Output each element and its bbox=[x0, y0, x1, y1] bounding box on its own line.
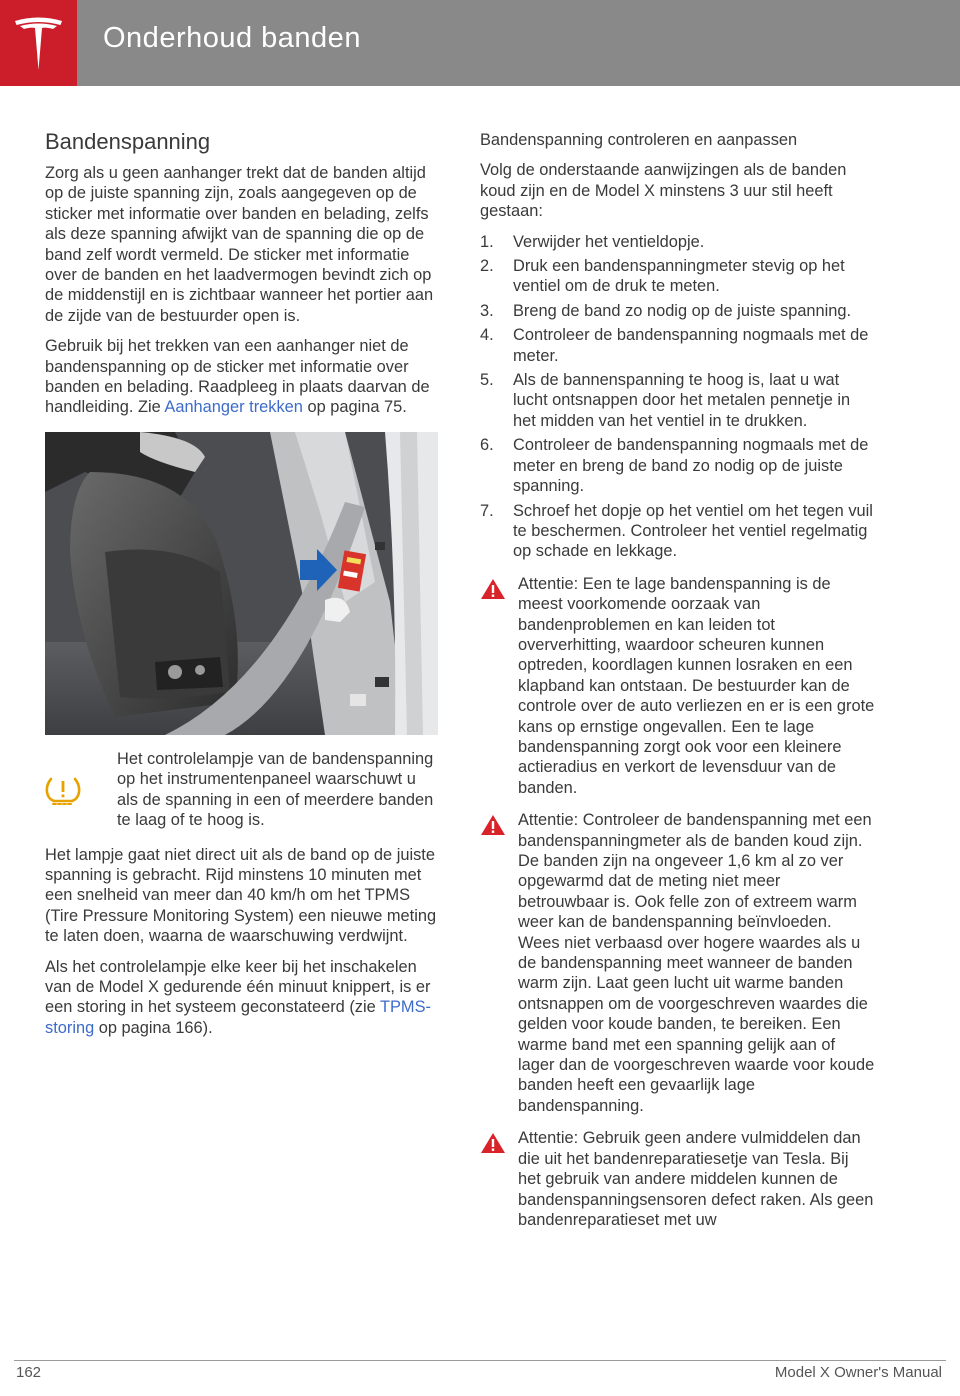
caution-cold-tires: Attentie: Controleer de bandenspanning met een bandenspanningmeter als de banden koud zijn. De banden zijn na ongeveer 1,6 km al zo ver opgewarmd dat de meting niet meer betrouwbaar is. Ook felle zon of extreem warm weer kan de bandenspanning beïnvloeden. Wees niet verbaasd over hogere waardes als u de bandenspanning meet wanneer de banden warm zijn. Laat geen lucht uit warme banden ontsnappen om de voorgeschreven waardes die gelden voor koude banden, te bereiken. Een warme band met een spanning gelijk aan of lager dan de voorgeschreven waarde voor koude banden heeft een gevaarlijk lage bandenspanning. bbox=[480, 810, 875, 1116]
section-title: Onderhoud banden bbox=[103, 22, 361, 54]
heading-bandenspanning: Bandenspanning bbox=[45, 129, 211, 154]
list-item: 1. Verwijder het ventieldopje. bbox=[480, 232, 705, 251]
link-tpms-storing[interactable]: TPMS-storing bbox=[45, 998, 431, 1037]
right-column bbox=[480, 130, 875, 1242]
paragraph-tpms-fault: Als het controlelampje elke keer bij het inschakelen van de Model X gedurende één minuut knippert, is er een storing in het systeem geconstateerd (zie TPMS-storing op pagina 166). bbox=[45, 957, 431, 1037]
caution-repair-kit: Attentie: Gebruik geen andere vulmiddelen dan die uit het bandenreparatiesetje van Tesla. Bij het gebruik van andere middelen kunnen de bandenspanningsensoren defect raken. Als geen bandenreparatieset met uw bbox=[480, 1128, 875, 1230]
subheading-check-adjust: Bandenspanning controleren en aanpassen bbox=[480, 131, 798, 149]
caution-low-pressure: Attentie: Een te lage bandenspanning is de meest voorkomende oorzaak van bandenproblemen en kan leiden tot oververhitting, waardoor scheuren kunnen optreden, koordlagen kunnen losraken en een klapband kan ontstaan. De bestuurder kan de controle over de auto verliezen en er is een grote kans op ernstige ongevallen. Een te lage bandenspanning zorgt ook voor een kleinere actieradius en verkort de levensduur van de banden. bbox=[480, 574, 875, 798]
list-item: 4. Controleer de bandenspanning nogmaals met de meter. bbox=[480, 326, 869, 365]
paragraph-intro: Zorg als u geen aanhanger trekt dat de banden altijd op de juiste spanning zijn, zoals aangegeven op de sticker met informatie over banden en belading, zelfs als deze spanning afwijkt van de spanning die op de band zelf wordt vermeld. De sticker met informatie over de banden en het laadvermogen bevindt zich op de middenstijl en is zichtbaar wanneer het portier aan de zijde van de bestuurder open is. bbox=[45, 164, 434, 325]
steps-list bbox=[480, 232, 875, 562]
tesla-logo-icon bbox=[13, 15, 64, 71]
page-number: 162 bbox=[16, 1364, 42, 1381]
link-aanhanger-trekken[interactable]: Aanhanger trekken bbox=[164, 398, 303, 417]
tpms-warning-icon bbox=[45, 775, 81, 805]
paragraph-towing: Gebruik bij het trekken van een aanhanger niet de bandenspanning op de sticker met informatie over banden en belading. Raadpleeg in plaats daarvan de handleiding. Zie Aanhanger trekken op pagina 75. bbox=[45, 337, 430, 417]
list-item: 5. Als de bannenspanning te hoog is, laat u wat lucht ontsnappen door het metalen pennetje in het midden van het ventiel in te drukken. bbox=[480, 371, 851, 430]
list-item: 3. Breng de band zo nodig op de juiste spanning. bbox=[480, 301, 852, 320]
tpms-indicator-note bbox=[45, 749, 440, 831]
list-item: 6. Controleer de bandenspanning nogmaals met de meter en breng de band zo nodig op de juiste spanning. bbox=[480, 436, 869, 496]
manual-title: Model X Owner's Manual bbox=[774, 1364, 942, 1381]
list-item: 2. Druk een bandenspanningmeter stevig op het ventiel om de druk te meten. bbox=[480, 257, 845, 296]
page-header bbox=[0, 0, 960, 86]
door-pillar-sticker-photo bbox=[45, 432, 438, 735]
footer-divider bbox=[14, 1360, 946, 1361]
tesla-logo bbox=[0, 0, 77, 86]
left-column bbox=[45, 128, 440, 1048]
caution-icon bbox=[480, 814, 506, 836]
caution-icon bbox=[480, 1132, 506, 1154]
tpms-indicator-text: Het controlelampje van de bandenspanning op het instrumentenpaneel waarschuwt u als de spanning in een of meerdere banden te laag of te hoog is. bbox=[117, 749, 434, 830]
caution-icon bbox=[480, 578, 506, 600]
paragraph-light-reset: Het lampje gaat niet direct uit als de band op de juiste spanning is gebracht. Rijd minstens 10 minuten met een snelheid van meer dan 40 km/h om het TPMS (Tire Pressure Monitoring System) een nieuwe meting te laten doen, waarna de waarschuwing verdwijnt. bbox=[45, 845, 437, 946]
list-item: 7. Schroef het dopje op het ventiel om het tegen vuil te beschermen. Controleer het ventiel regelmatig op schade en lekkage. bbox=[480, 501, 873, 561]
paragraph-instructions-intro: Volg de onderstaande aanwijzingen als de banden koud zijn en de Model X minstens 3 uur stil heeft gestaan: bbox=[480, 161, 847, 221]
